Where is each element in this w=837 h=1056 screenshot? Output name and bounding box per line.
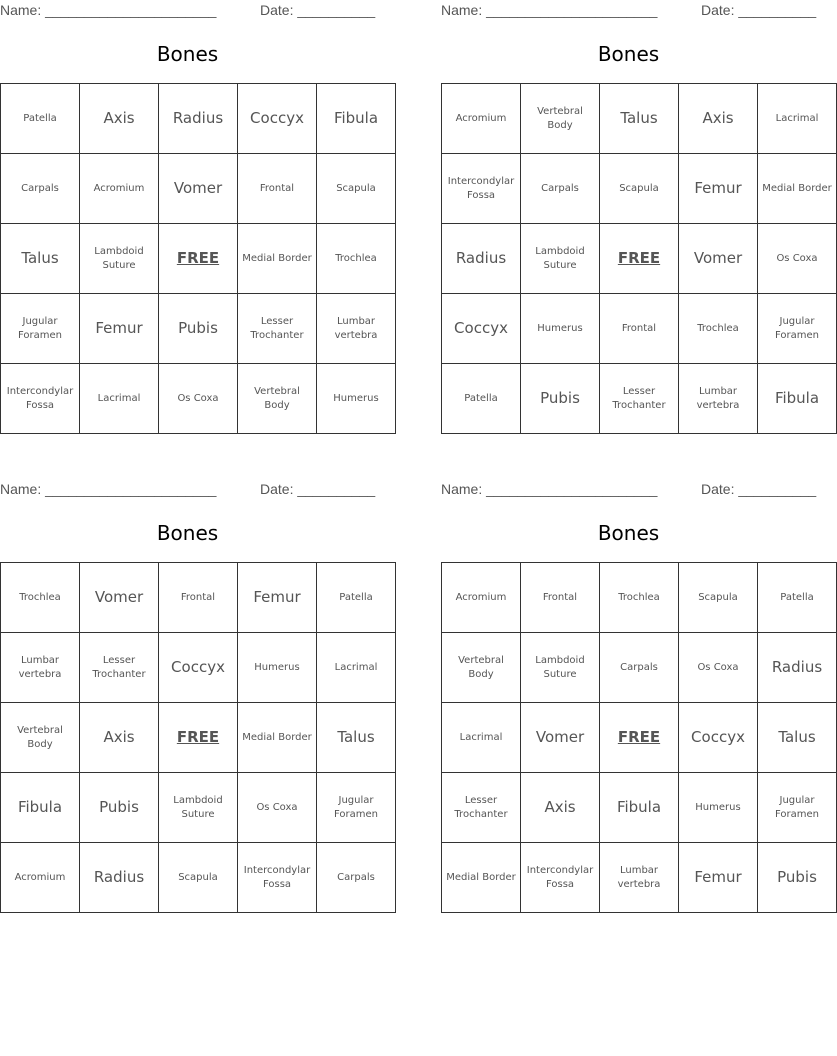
bingo-cell[interactable]: Fibula	[758, 364, 837, 434]
bingo-cell[interactable]: Carpals	[521, 154, 600, 224]
bingo-cell[interactable]: Lambdoid Suture	[80, 224, 159, 294]
grid-row	[1, 703, 396, 773]
bingo-cell[interactable]: Medial Border	[442, 843, 521, 913]
bingo-cell[interactable]: Lumbar vertebra	[600, 843, 679, 913]
card-header	[441, 0, 816, 20]
bingo-cell[interactable]: Vertebral Body	[1, 703, 80, 773]
grid-row	[442, 84, 837, 154]
date-field[interactable]: Date: __________	[260, 2, 376, 18]
bingo-cell[interactable]: Lesser Trochanter	[80, 633, 159, 703]
bingo-cell[interactable]: Acromium	[80, 154, 159, 224]
grid-row	[1, 843, 396, 913]
bingo-cell[interactable]: Radius	[442, 224, 521, 294]
bingo-cell[interactable]: Acromium	[442, 563, 521, 633]
bingo-cell[interactable]: Carpals	[317, 843, 396, 913]
bingo-cell[interactable]: Axis	[80, 84, 159, 154]
bingo-cell[interactable]: Os Coxa	[238, 773, 317, 843]
bingo-cell[interactable]: Lacrimal	[80, 364, 159, 434]
bingo-cell[interactable]: Pubis	[758, 843, 837, 913]
date-field[interactable]: Date: __________	[701, 481, 817, 497]
grid-row	[442, 703, 837, 773]
card-title: Bones	[597, 42, 660, 66]
grid-row	[1, 294, 396, 364]
grid-row	[1, 364, 396, 434]
grid-row	[442, 294, 837, 364]
grid-row	[1, 563, 396, 633]
bingo-cell[interactable]: Frontal	[159, 563, 238, 633]
bingo-cell[interactable]: Radius	[159, 84, 238, 154]
bingo-cell[interactable]: Patella	[1, 84, 80, 154]
bingo-cell[interactable]: Vertebral Body	[442, 633, 521, 703]
bingo-cell[interactable]: Scapula	[679, 563, 758, 633]
grid-row	[442, 154, 837, 224]
grid-row	[442, 843, 837, 913]
bingo-cell[interactable]: Fibula	[317, 84, 396, 154]
bingo-cell[interactable]: Os Coxa	[758, 224, 837, 294]
bingo-card-4	[441, 479, 823, 919]
bingo-cell[interactable]: Pubis	[80, 773, 159, 843]
free-space-cell[interactable]: FREE	[600, 703, 679, 773]
date-field[interactable]: Date: __________	[701, 2, 817, 18]
bingo-cell[interactable]: Scapula	[317, 154, 396, 224]
bingo-cell[interactable]: Os Coxa	[159, 364, 238, 434]
grid-row	[442, 773, 837, 843]
bingo-cell[interactable]: Carpals	[600, 633, 679, 703]
bingo-cell[interactable]: Lesser Trochanter	[600, 364, 679, 434]
card-title: Bones	[156, 521, 219, 545]
grid-row	[1, 773, 396, 843]
bingo-cell[interactable]: Patella	[317, 563, 396, 633]
bingo-cell[interactable]: Humerus	[521, 294, 600, 364]
bingo-cell[interactable]: Intercondylar Fossa	[1, 364, 80, 434]
bingo-cell[interactable]: Femur	[679, 154, 758, 224]
bingo-cell[interactable]: Talus	[1, 224, 80, 294]
bingo-cell[interactable]: Pubis	[159, 294, 238, 364]
grid-row	[1, 224, 396, 294]
bingo-cell[interactable]: Femur	[679, 843, 758, 913]
bingo-grid	[441, 562, 837, 913]
bingo-cell[interactable]: Trochlea	[679, 294, 758, 364]
bingo-cell[interactable]: Lumbar vertebra	[1, 633, 80, 703]
bingo-cell[interactable]: Lumbar vertebra	[317, 294, 396, 364]
bingo-cell[interactable]: Lumbar vertebra	[679, 364, 758, 434]
bingo-cell[interactable]: Vertebral Body	[238, 364, 317, 434]
bingo-cell[interactable]: Acromium	[442, 84, 521, 154]
bingo-cell[interactable]: Frontal	[238, 154, 317, 224]
bingo-cell[interactable]: Talus	[600, 84, 679, 154]
bingo-cell[interactable]: Lacrimal	[317, 633, 396, 703]
bingo-cell[interactable]: Talus	[317, 703, 396, 773]
bingo-cell[interactable]: Jugular Foramen	[1, 294, 80, 364]
bingo-grid	[441, 83, 837, 434]
bingo-cell[interactable]: Vomer	[521, 703, 600, 773]
bingo-cell[interactable]: Jugular Foramen	[317, 773, 396, 843]
bingo-card-2	[441, 0, 832, 440]
bingo-cell[interactable]: Axis	[679, 84, 758, 154]
bingo-cell[interactable]: Femur	[80, 294, 159, 364]
bingo-cell[interactable]: Fibula	[1, 773, 80, 843]
bingo-cell[interactable]: Scapula	[159, 843, 238, 913]
bingo-cell[interactable]: Jugular Foramen	[758, 773, 837, 843]
bingo-cell[interactable]: Talus	[758, 703, 837, 773]
card-header	[441, 479, 816, 499]
grid-row	[442, 563, 837, 633]
bingo-cell[interactable]: Trochlea	[317, 224, 396, 294]
bingo-cell[interactable]: Lacrimal	[758, 84, 837, 154]
bingo-cell[interactable]: Os Coxa	[679, 633, 758, 703]
card-title: Bones	[597, 521, 660, 545]
bingo-cell[interactable]: Intercondylar Fossa	[521, 843, 600, 913]
bingo-cell[interactable]: Fibula	[600, 773, 679, 843]
bingo-cell[interactable]: Trochlea	[1, 563, 80, 633]
bingo-cell[interactable]: Intercondylar Fossa	[238, 843, 317, 913]
bingo-cell[interactable]: Coccyx	[159, 633, 238, 703]
bingo-cell[interactable]: Medial Border	[238, 703, 317, 773]
bingo-cell[interactable]: Vomer	[679, 224, 758, 294]
bingo-cell[interactable]: Carpals	[1, 154, 80, 224]
bingo-cell[interactable]: Coccyx	[679, 703, 758, 773]
name-field[interactable]: Name: ______________________	[441, 481, 658, 497]
bingo-cell[interactable]: Medial Border	[238, 224, 317, 294]
bingo-cell[interactable]: Vertebral Body	[521, 84, 600, 154]
bingo-cell[interactable]: Medial Border	[758, 154, 837, 224]
bingo-cell[interactable]: Axis	[521, 773, 600, 843]
grid-row	[1, 633, 396, 703]
bingo-cell[interactable]: Humerus	[679, 773, 758, 843]
date-field[interactable]: Date: __________	[260, 481, 376, 497]
free-space-cell[interactable]: FREE	[159, 703, 238, 773]
bingo-cell[interactable]: Axis	[80, 703, 159, 773]
grid-row	[1, 84, 396, 154]
bingo-cell[interactable]: Patella	[758, 563, 837, 633]
bingo-cell[interactable]: Coccyx	[442, 294, 521, 364]
bingo-cell[interactable]: Humerus	[317, 364, 396, 434]
bingo-cell[interactable]: Radius	[80, 843, 159, 913]
card-title: Bones	[156, 42, 219, 66]
bingo-cell[interactable]: Patella	[442, 364, 521, 434]
free-space-cell[interactable]: FREE	[159, 224, 238, 294]
free-space-cell[interactable]: FREE	[600, 224, 679, 294]
bingo-card-1	[0, 0, 379, 440]
bingo-cell[interactable]: Lacrimal	[442, 703, 521, 773]
bingo-cell[interactable]: Vomer	[159, 154, 238, 224]
bingo-cell[interactable]: Lambdoid Suture	[521, 224, 600, 294]
bingo-cell[interactable]: Lesser Trochanter	[442, 773, 521, 843]
grid-row	[442, 224, 837, 294]
bingo-cell[interactable]: Trochlea	[600, 563, 679, 633]
grid-row	[442, 364, 837, 434]
bingo-cell[interactable]: Femur	[238, 563, 317, 633]
bingo-cell[interactable]: Jugular Foramen	[758, 294, 837, 364]
name-field[interactable]: Name: ______________________	[0, 2, 217, 18]
grid-row	[442, 633, 837, 703]
bingo-grid	[0, 83, 396, 434]
bingo-card-3	[0, 479, 378, 919]
bingo-cell[interactable]: Humerus	[238, 633, 317, 703]
bingo-cell[interactable]: Coccyx	[238, 84, 317, 154]
bingo-cell[interactable]: Radius	[758, 633, 837, 703]
grid-row	[1, 154, 396, 224]
bingo-cell[interactable]: Pubis	[521, 364, 600, 434]
name-field[interactable]: Name: ______________________	[0, 481, 217, 497]
bingo-cell[interactable]: Frontal	[600, 294, 679, 364]
bingo-cell[interactable]: Intercondylar Fossa	[442, 154, 521, 224]
bingo-cell[interactable]: Lesser Trochanter	[238, 294, 317, 364]
bingo-cell[interactable]: Vomer	[80, 563, 159, 633]
card-header	[0, 0, 375, 20]
bingo-cell[interactable]: Acromium	[1, 843, 80, 913]
bingo-cell[interactable]: Lambdoid Suture	[159, 773, 238, 843]
bingo-cell[interactable]: Scapula	[600, 154, 679, 224]
card-header	[0, 479, 375, 499]
bingo-grid	[0, 562, 396, 913]
bingo-cell[interactable]: Lambdoid Suture	[521, 633, 600, 703]
name-field[interactable]: Name: ______________________	[441, 2, 658, 18]
bingo-cell[interactable]: Frontal	[521, 563, 600, 633]
